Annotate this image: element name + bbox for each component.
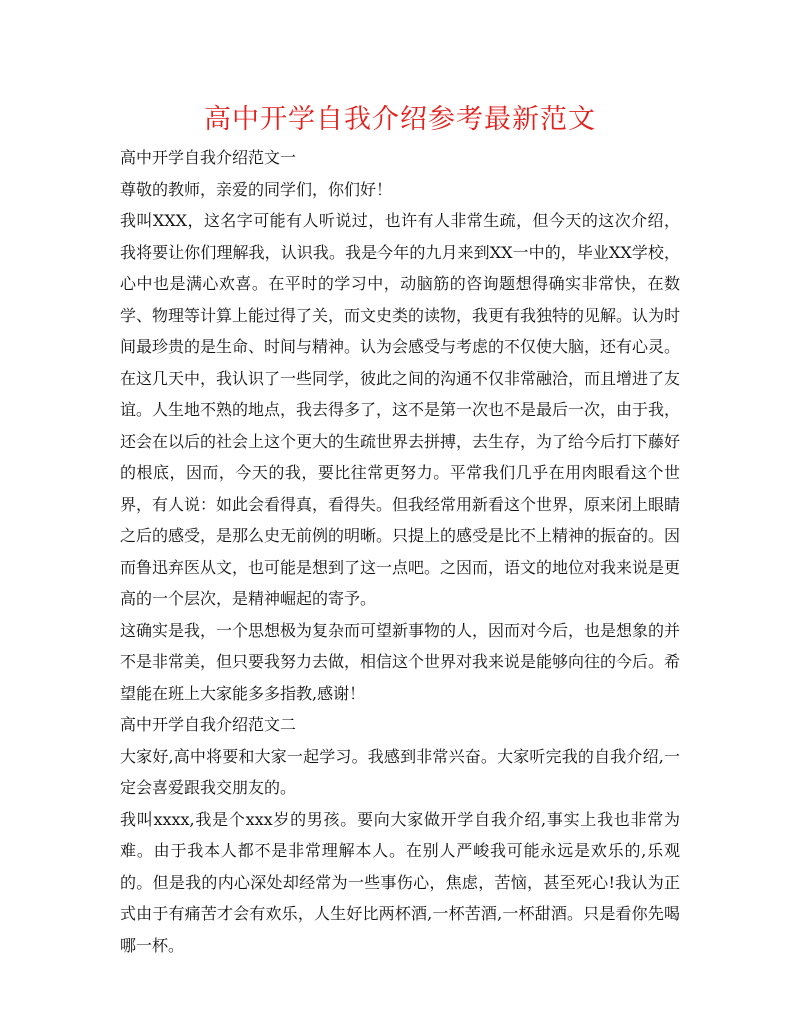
body-paragraph-3: 大家好,高中将要和大家一起学习。我感到非常兴奋。大家听完我的自我介绍,一定会喜爱跟我交朋友的。 xyxy=(120,746,680,797)
section-heading-1: 高中开学自我介绍范文一 xyxy=(120,148,297,167)
document-body xyxy=(120,142,680,961)
greeting-paragraph: 尊敬的教师，亲爱的同学们，你们好！ xyxy=(120,179,393,199)
document-title: 高中开学自我介绍参考最新范文 xyxy=(204,104,596,135)
section-heading-2: 高中开学自我介绍范文二 xyxy=(120,715,297,734)
body-paragraph-4: 我叫xxxx,我是个xxx岁的男孩。要向大家做开学自我介绍,事实上我也非常为难。由于我本人都不是非常理解本人。在别人严峻我可能永远是欢乐的,乐观的。但是我的内心深处却经常为一些事伤心，焦虑，苦恼，甚至死心!我认为正式由于有痛苦才会有欢乐，人生好比两杯酒,一杯苦酒,一杯甜酒。只是看你先喝哪一杯。 xyxy=(120,809,680,955)
body-paragraph-1: 我叫XXX，这名字可能有人听说过，也许有人非常生疏，但今天的这次介绍，我将要让你们理解我，认识我。我是今年的九月来到XX一中的，毕业XX学校，心中也是满心欢喜。在平时的学习中，动脑筋的咨询题想得确实非常快，在数学、物理等计算上能过得了关，而文史类的读物，我更有我独特的见解。认为时间最珍贵的是生命、时间与精神。认为会感受与考虑的不仅使大脑，还有心灵。在这几天中，我认识了一些同学，彼此之间的沟通不仅非常融洽，而且增进了友谊。人生地不熟的地点，我去得多了，这不是第一次也不是最后一次，由于我，还会在以后的社会上这个更大的生疏世界去拼搏，去生存，为了给今后打下藤好的根底，因而，今天的我，要比往常更努力。平常我们几乎在用肉眼看这个世界，有人说：如此会看得真，看得失。但我经常用新看这个世界，原来闭上眼睛之后的感受，是那么史无前例的明晰。只提上的感受是比不上精神的振奋的。因而鲁迅弃医从文，也可能是想到了这一点吧。之因而，语文的地位对我来说是更高的一个层次，是精神崛起的寄予。 xyxy=(120,211,681,608)
body-paragraph-2: 这确实是我，一个思想极为复杂而可望新事物的人，因而对今后，也是想象的并不是非常美，但只要我努力去做，相信这个世界对我来说是能够向往的今后。希望能在班上大家能多多指教,感谢！ xyxy=(120,620,681,703)
